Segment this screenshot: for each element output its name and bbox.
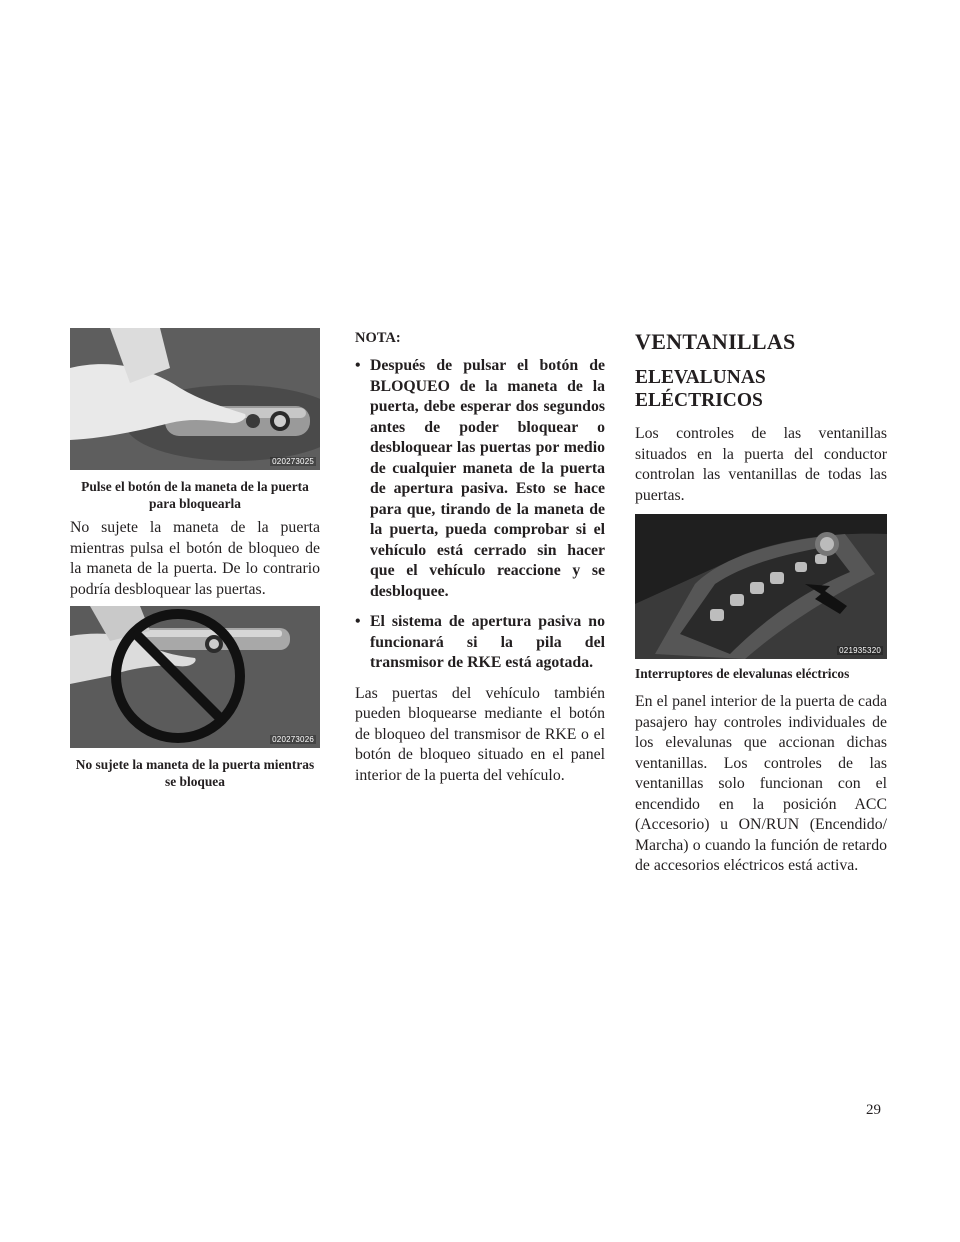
bullet-icon: • xyxy=(355,357,361,374)
page-number: 29 xyxy=(866,1102,881,1118)
bullet-text: El sistema de apertura pasiva no funcionará si la pila del transmisor de RKE está agotada. xyxy=(370,613,605,671)
note-label: NOTA: xyxy=(355,330,401,346)
prohibited-grab-illustration xyxy=(70,606,320,748)
door-handle-grab-photo xyxy=(70,606,320,748)
right-column xyxy=(635,328,887,877)
paragraph: Los controles de las ventanillas situados en la puerta del conductor controlan las ventanillas de todas las puertas. xyxy=(635,425,887,504)
photo-caption: Pulse el botón de la maneta de la puerta para bloquearla xyxy=(81,479,309,511)
photo-caption: No sujete la maneta de la puerta mientras se bloquea xyxy=(75,757,315,789)
window-switches-photo xyxy=(635,514,887,659)
paragraph: En el panel interior de la puerta de cada pasajero hay controles individuales de los elevalunas que accionan dichas ventanillas. Los controles de las ventanillas solo funcionan con el encendido en la posición ACC (Accesorio) u ON/RUN (Encendido/ Marcha) o cuando la función de retardo de accesorios eléctricos está activa. xyxy=(635,693,887,874)
list-item xyxy=(355,612,605,674)
section-title: VENTANILLAS xyxy=(635,329,796,354)
note-bullet-list xyxy=(355,356,605,674)
paragraph: Las puertas del vehículo también pueden bloquearse mediante el botón de bloqueo del transmisor de RKE o el botón de bloqueo situado en el panel interior de la puerta del vehículo. xyxy=(355,684,605,784)
list-item xyxy=(355,356,605,602)
middle-column xyxy=(355,328,605,786)
bullet-icon: • xyxy=(355,613,361,630)
bullet-text: Después de pulsar el botón de BLOQUEO de la maneta de la puerta, debe esperar dos segundos antes de poder bloquear o desbloquear las puertas por medio de cualquier maneta de la puerta de apertura pasiva. Esto se hace para que, tirando de la maneta de la puerta, pueda comprobar si el vehículo está cerrado sin hacer que el vehículo reaccione y se desbloquee. xyxy=(370,357,605,600)
window-switch-panel-illustration xyxy=(635,514,887,659)
paragraph: No sujete la maneta de la puerta mientras pulsa el botón de bloqueo de la maneta de la puerta. De lo contrario podría desbloquear las puertas. xyxy=(70,519,320,598)
door-handle-press-illustration xyxy=(70,328,320,470)
photo-code: 021935320 xyxy=(839,646,881,655)
photo-caption: Interruptores de elevalunas eléctricos xyxy=(635,666,850,681)
door-handle-press-photo xyxy=(70,328,320,470)
photo-code: 020273026 xyxy=(272,735,314,744)
left-column xyxy=(70,328,320,790)
subsection-title: ELEVALUNAS ELÉCTRICOS xyxy=(635,367,766,411)
photo-code: 020273025 xyxy=(272,457,314,466)
